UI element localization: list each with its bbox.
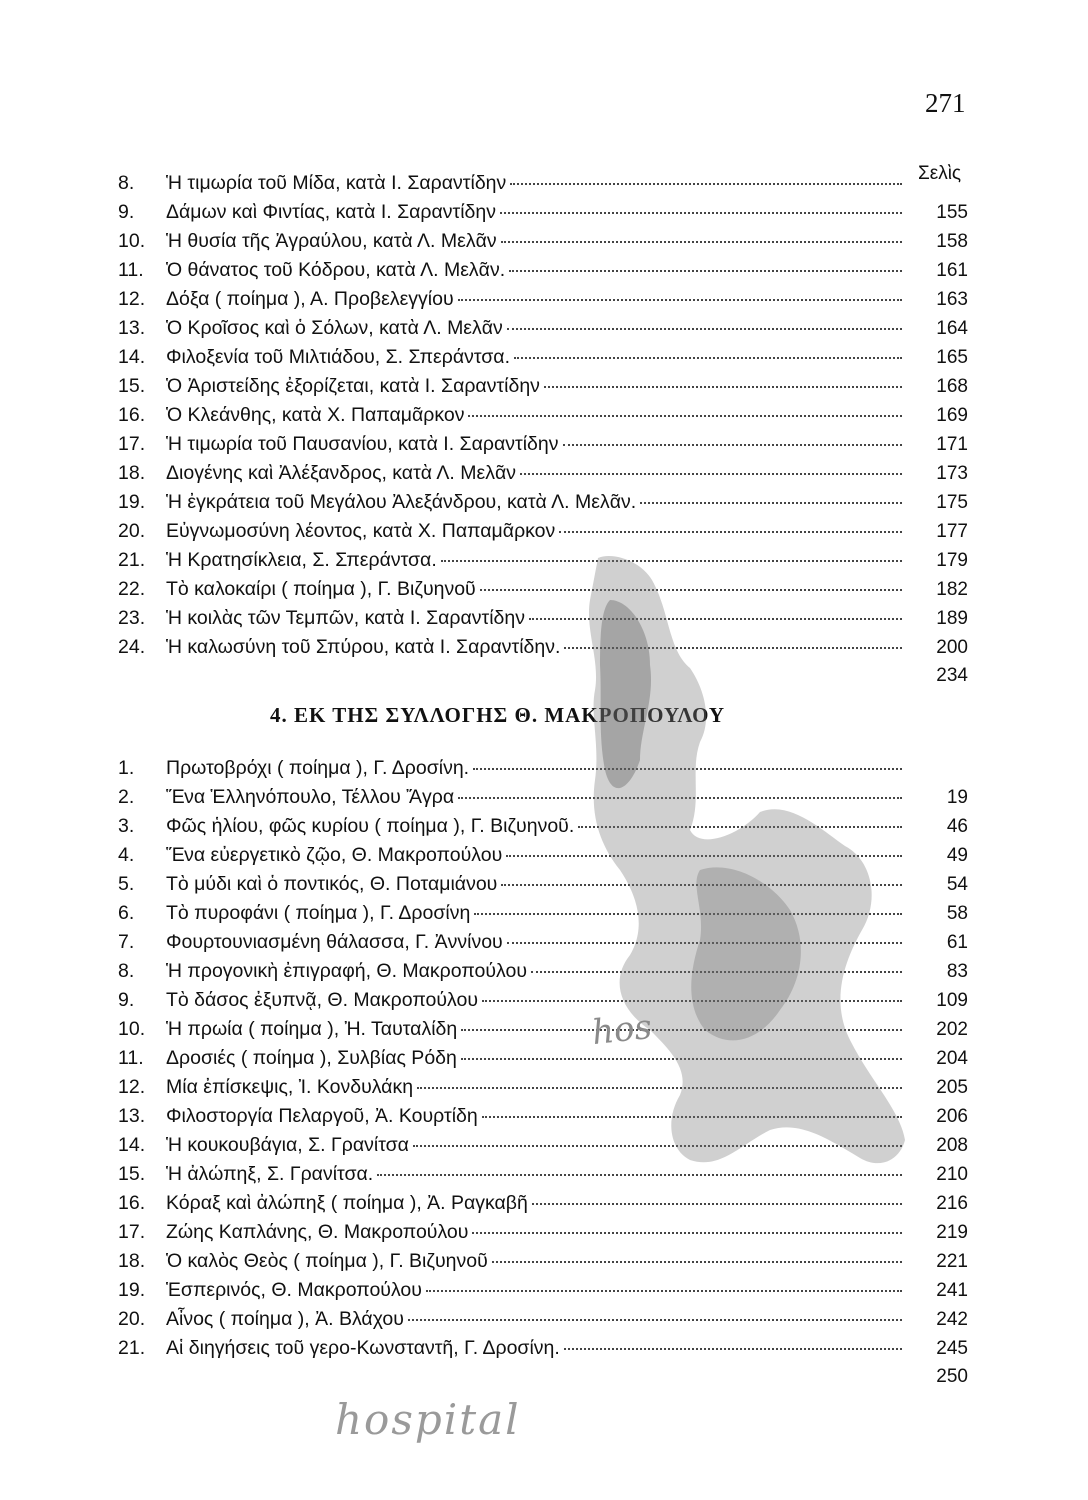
dot-leader [441,558,902,562]
toc-entry-number: 19. [118,491,146,513]
toc-entry [118,960,968,989]
dot-leader [640,500,902,504]
toc-entry-page: 210 [936,1164,968,1185]
toc-entry-title: Ἡ πρωία ( ποίημα ), Ἠ. Ταυταλίδη [166,1018,458,1040]
toc-entry-number: 2. [118,786,135,808]
toc-entry-page: 179 [936,550,968,571]
toc-entry-title: Ὁ Ἀριστείδης ἐξορίζεται, κατὰ Ι. Σαραντίδην [166,375,540,397]
toc-entry-number: 20. [118,1308,146,1330]
toc-entry-page: 155 [936,202,968,223]
toc-entry [118,1134,968,1163]
dot-leader [472,1230,902,1234]
toc-entry-number: 8. [118,960,135,982]
toc-entry-page: 204 [936,1048,968,1069]
toc-entry [118,1308,968,1337]
toc-entry-number: 17. [118,433,146,455]
toc-entry-number: 13. [118,317,146,339]
dot-leader [426,1288,902,1292]
toc-entry-title: Ἑσπερινός, Θ. Μακροπούλου [166,1279,422,1301]
toc-entry-number: 4. [118,844,135,866]
dot-leader [500,210,902,214]
toc-entry-page: 109 [936,990,968,1011]
toc-entry-page: 169 [936,405,968,426]
toc-entry [118,491,968,520]
page-number: 271 [925,88,966,118]
toc-entry-title: Τὸ πυροφάνι ( ποίημα ), Γ. Δροσίνη [166,902,471,924]
toc-entry [118,578,968,607]
toc-entry [118,1366,968,1395]
toc-entry-number: 19. [118,1279,146,1301]
toc-entry-page: 173 [936,463,968,484]
dot-leader [559,529,902,533]
toc-entry-title: Ἡ ἀλώπηξ, Σ. Γρανίτσα. [166,1163,374,1185]
toc-entry-page: 219 [936,1222,968,1243]
toc-entry [118,665,968,694]
toc-entry-title: Ἡ προγονικὴ ἐπιγραφή, Θ. Μακροπούλου [166,960,527,982]
toc-entry [118,317,968,346]
dot-leader [408,1317,902,1321]
toc-entry-title: Αἱ διηγήσεις τοῦ γερο-Κωνσταντῆ, Γ. Δροσίνη. [166,1337,560,1359]
toc-entry-page: 177 [936,521,968,542]
contents-list-section-b [118,757,968,1395]
dot-leader [492,1259,902,1263]
toc-entry-page: 175 [936,492,968,513]
toc-entry-title: Ὁ Κλεάνθης, κατὰ Χ. Παπαμᾶρκον [166,404,465,426]
toc-entry [118,989,968,1018]
dot-leader [474,911,902,915]
toc-entry-title: Ἡ θυσία τῆς Ἀγραύλου, κατὰ Λ. Μελᾶν [166,230,497,252]
toc-entry-page: 234 [936,665,968,686]
toc-entry-title: Τὸ καλοκαίρι ( ποίημα ), Γ. Βιζυηνοῦ [166,578,476,600]
toc-entry-page: 168 [936,376,968,397]
dot-leader [501,239,902,243]
dot-leader [480,587,902,591]
toc-entry [118,1163,968,1192]
dot-leader [531,969,902,973]
toc-entry [118,346,968,375]
dot-leader [507,940,902,944]
toc-entry-title: Φιλοστοργία Πελαργοῦ, Ἀ. Κουρτίδη [166,1105,478,1127]
toc-entry-number: 18. [118,1250,146,1272]
toc-entry-title: Ἡ τιμωρία τοῦ Μίδα, κατὰ Ι. Σαραντίδην [166,172,507,194]
toc-entry-page: 19 [946,787,968,808]
toc-entry [118,1279,968,1308]
toc-entry-number: 23. [118,607,146,629]
toc-entry-title: Ἡ καλωσύνη τοῦ Σπύρου, κατὰ Ι. Σαραντίδην. [166,636,561,658]
toc-entry-number: 16. [118,1192,146,1214]
dot-leader [501,882,902,886]
toc-entry-title: Κόραξ καὶ ἀλώπηξ ( ποίημα ), Ἀ. Ραγκαβῆ [166,1192,528,1214]
toc-entry-number: 3. [118,815,135,837]
toc-entry-page: 221 [936,1251,968,1272]
toc-entry-title: Ἡ Κρατησίκλεια, Σ. Σπεράντσα. [166,549,437,571]
toc-entry-title: Ἡ κουκουβάγια, Σ. Γρανίτσα [166,1134,409,1156]
toc-entry [118,1192,968,1221]
dot-leader [520,471,902,475]
toc-entry-title: Διογένης καὶ Ἀλέξανδρος, κατὰ Λ. Μελᾶν [166,462,516,484]
toc-entry-page: 46 [946,816,968,837]
toc-entry-number: 9. [118,201,135,223]
toc-entry [118,844,968,873]
dot-leader [507,326,902,330]
stain-note: hos [590,1006,654,1054]
toc-entry-title: Ζώης Καπλάνης, Θ. Μακροπούλου [166,1221,469,1243]
toc-entry-number: 12. [118,288,146,310]
toc-entry [118,1337,968,1366]
toc-entry [118,433,968,462]
toc-entry-number: 7. [118,931,135,953]
toc-entry [118,288,968,317]
dot-leader [473,766,902,770]
toc-entry-page: 83 [946,961,968,982]
toc-entry-number: 11. [118,1047,144,1069]
toc-entry-number: 5. [118,873,135,895]
dot-leader [482,1114,902,1118]
toc-entry-title: Φῶς ἡλίου, φῶς κυρίου ( ποίημα ), Γ. Βιζυηνοῦ. [166,815,575,837]
toc-entry-title: Ὁ θάνατος τοῦ Κόδρου, κατὰ Λ. Μελᾶν. [166,259,506,281]
toc-entry-page: 49 [946,845,968,866]
dot-leader [461,1056,902,1060]
toc-entry-page: 161 [936,260,968,281]
toc-entry-number: 1. [118,757,135,779]
toc-entry-number: 11. [118,259,144,281]
toc-entry-title: Φουρτουνιασμένη θάλασσα, Γ. Ἀννίνου [166,931,503,953]
toc-entry-page: 245 [936,1338,968,1359]
column-label: Σελὶς [918,163,962,184]
dot-leader [510,181,902,185]
toc-entry [118,757,968,786]
dot-leader [578,824,902,828]
toc-entry-title: Τὸ δάσος ἐξυπνᾷ, Θ. Μακροπούλου [166,989,478,1011]
toc-entry-number: 17. [118,1221,146,1243]
toc-entry-page: 242 [936,1309,968,1330]
toc-entry [118,902,968,931]
toc-entry-page: 216 [936,1193,968,1214]
dot-leader [514,355,902,359]
dot-leader [564,645,902,649]
toc-entry-title: Πρωτοβρόχι ( ποίημα ), Γ. Δροσίνη. [166,757,470,779]
toc-entry [118,404,968,433]
toc-entry [118,1221,968,1250]
toc-entry-page: 164 [936,318,968,339]
dot-leader [482,998,902,1002]
toc-entry [118,873,968,902]
dot-leader [564,1346,902,1350]
handwritten-note: hospital [335,1395,521,1444]
toc-entry-number: 10. [118,230,146,252]
toc-entry-number: 9. [118,989,135,1011]
toc-entry-title: Ἕνα εὐεργετικὸ ζῷο, Θ. Μακροπούλου [166,844,503,866]
toc-entry [118,549,968,578]
toc-entry [118,1076,968,1105]
toc-entry-number: 21. [118,549,146,571]
toc-entry [118,1018,968,1047]
toc-entry-page: 171 [936,434,968,455]
toc-entry [118,815,968,844]
dot-leader [413,1143,902,1147]
toc-entry-number: 15. [118,1163,146,1185]
toc-entry-number: 20. [118,520,146,542]
toc-entry-page: 205 [936,1077,968,1098]
toc-entry-title: Μία ἐπίσκεψις, Ἰ. Κονδυλάκη [166,1076,414,1098]
toc-entry-page: 200 [936,637,968,658]
section-heading: 4. ΕΚ ΤΗΣ ΣΥΛΛΟΓΗΣ Θ. ΜΑΚΡΟΠΟΥΛΟΥ [270,703,726,727]
dot-leader [458,297,902,301]
toc-entry-number: 14. [118,346,146,368]
toc-entry-title: Ἕνα Ἑλληνόπουλο, Τέλλου Ἄγρα [166,786,455,808]
toc-entry-page: 206 [936,1106,968,1127]
toc-entry [118,1250,968,1279]
toc-entry-title: Ὁ Κροῖσος καὶ ὁ Σόλων, κατὰ Λ. Μελᾶν [166,317,503,339]
dot-leader [544,384,902,388]
toc-entry [118,230,968,259]
toc-entry-page: 54 [946,874,968,895]
toc-entry-title: Φιλοξενία τοῦ Μιλτιάδου, Σ. Σπεράντσα. [166,346,511,368]
toc-entry-number: 18. [118,462,146,484]
toc-entry-number: 13. [118,1105,146,1127]
dot-leader [468,413,902,417]
toc-entry-title: Ἡ κοιλὰς τῶν Τεμπῶν, κατὰ Ι. Σαραντίδην [166,607,525,629]
toc-entry [118,1047,968,1076]
toc-entry-title: Αἶνος ( ποίημα ), Ἀ. Βλάχου [166,1308,404,1330]
dot-leader [377,1172,902,1176]
dot-leader [529,616,902,620]
toc-entry-title: Δροσιές ( ποίημα ), Συλβίας Ρόδη [166,1047,457,1069]
toc-entry-page: 202 [936,1019,968,1040]
toc-entry-number: 21. [118,1337,146,1359]
toc-entry-title: Τὸ μύδι καὶ ὁ ποντικός, Θ. Ποταμιάνου [166,873,498,895]
toc-entry-page: 241 [936,1280,968,1301]
toc-entry-title: Ἡ τιμωρία τοῦ Παυσανίου, κατὰ Ι. Σαραντίδην [166,433,559,455]
toc-entry-title: Δόξα ( ποίημα ), Α. Προβελεγγίου [166,288,454,310]
toc-entry-number: 6. [118,902,135,924]
toc-entry [118,931,968,960]
toc-entry-number: 10. [118,1018,146,1040]
toc-entry-page: 208 [936,1135,968,1156]
toc-entry-page: 163 [936,289,968,310]
toc-entry-page: 165 [936,347,968,368]
toc-entry-page: 182 [936,579,968,600]
toc-entry [118,172,968,201]
toc-entry-page: 61 [946,932,968,953]
toc-entry-number: 14. [118,1134,146,1156]
toc-entry [118,636,968,665]
dot-leader [506,853,902,857]
toc-entry-page: 158 [936,231,968,252]
toc-entry-page: 250 [936,1366,968,1387]
dot-leader [461,1027,902,1031]
dot-leader [458,795,902,799]
toc-entry [118,462,968,491]
toc-entry [118,520,968,549]
toc-entry [118,201,968,230]
toc-entry [118,259,968,288]
dot-leader [509,268,902,272]
toc-entry-number: 12. [118,1076,146,1098]
toc-entry [118,375,968,404]
toc-entry-number: 8. [118,172,135,194]
toc-entry-title: Ὁ καλὸς Θεὸς ( ποίημα ), Γ. Βιζυηνοῦ [166,1250,488,1272]
toc-entry-title: Ἡ ἐγκράτεια τοῦ Μεγάλου Ἀλεξάνδρου, κατὰ Λ. Μελᾶν. [166,491,637,513]
toc-entry [118,786,968,815]
toc-entry [118,607,968,636]
toc-entry-page: 189 [936,608,968,629]
toc-entry [118,1105,968,1134]
dot-leader [532,1201,902,1205]
toc-entry-number: 24. [118,636,146,658]
dot-leader [417,1085,902,1089]
dot-leader [563,442,903,446]
toc-entry-title: Εὐγνωμοσύνη λέοντος, κατὰ Χ. Παπαμᾶρκον [166,520,556,542]
toc-entry-number: 15. [118,375,146,397]
toc-entry-page: 58 [946,903,968,924]
toc-entry-title: Δάμων καὶ Φιντίας, κατὰ Ι. Σαραντίδην [166,201,497,223]
toc-entry-number: 22. [118,578,146,600]
toc-entry-number: 16. [118,404,146,426]
contents-list-section-a [118,172,968,694]
